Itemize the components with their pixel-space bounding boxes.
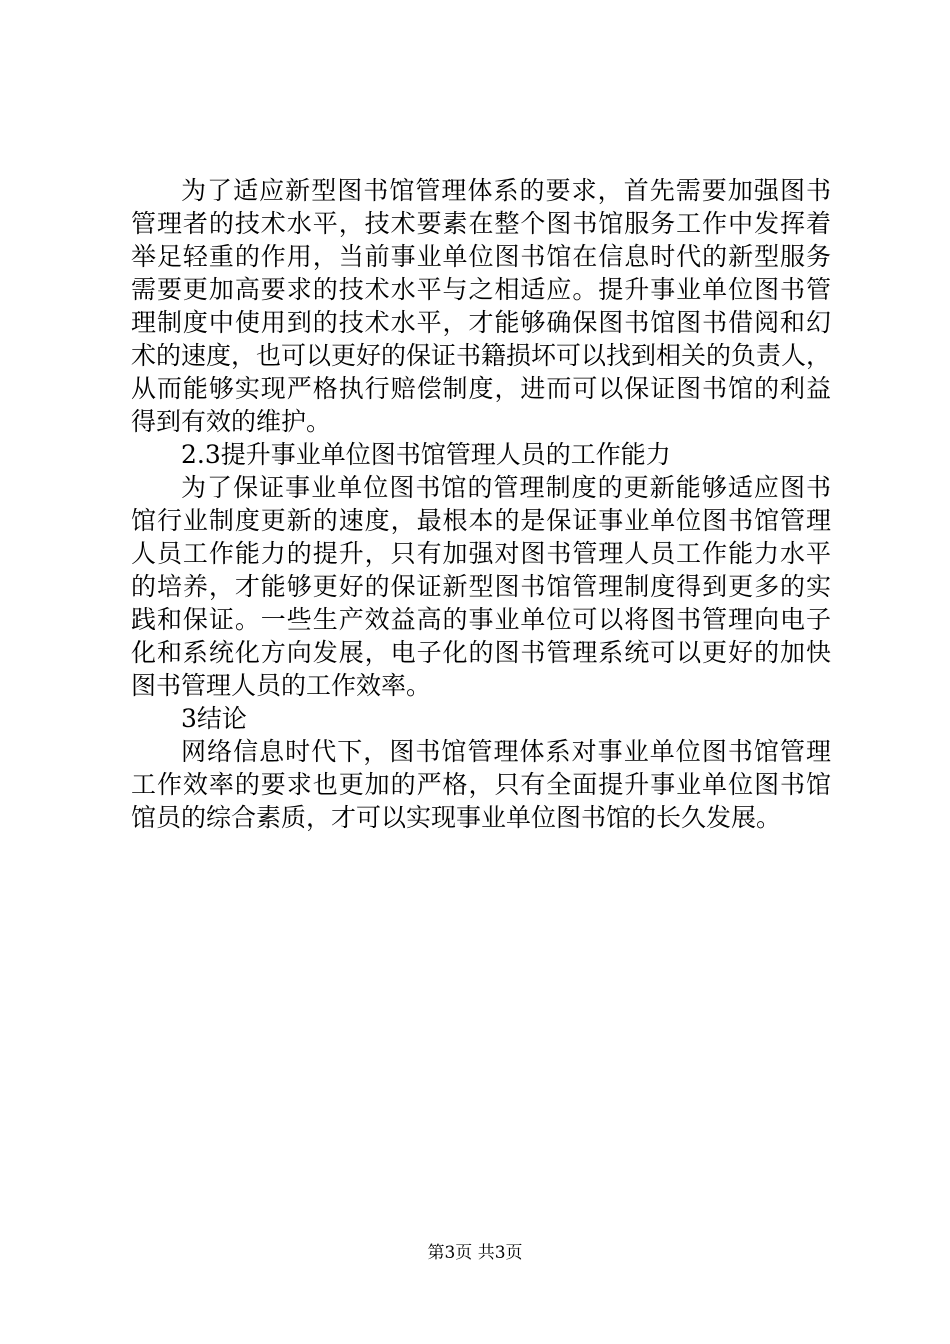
paragraph-2-line-4: 的培养，才能够更好的保证新型图书馆管理制度得到更多的实	[131, 572, 831, 601]
paragraph-1-line-1: 为了适应新型图书馆管理体系的要求，首先需要加强图书	[181, 176, 831, 205]
paragraph-1-line-4: 需要更加高要求的技术水平与之相适应。提升事业单位图书管	[131, 275, 831, 304]
paragraph-1-line-8: 得到有效的维护。	[131, 407, 332, 436]
document-body	[131, 174, 831, 834]
paragraph-1-line-5: 理制度中使用到的技术水平，才能够确保图书馆图书借阅和幻	[131, 308, 831, 337]
section-heading-2-3: 2.3提升事业单位图书馆管理人员的工作能力	[181, 440, 671, 469]
paragraph-1-line-3: 举足轻重的作用，当前事业单位图书馆在信息时代的新型服务	[131, 242, 831, 271]
paragraph-2-line-1: 为了保证事业单位图书馆的管理制度的更新能够适应图书	[181, 473, 831, 502]
paragraph-3-line-3: 馆员的综合素质，才可以实现事业单位图书馆的长久发展。	[131, 803, 782, 832]
paragraph-1-line-6: 术的速度，也可以更好的保证书籍损坏可以找到相关的负责人，	[131, 341, 831, 370]
paragraph-1-line-7: 从而能够实现严格执行赔偿制度，进而可以保证图书馆的利益	[131, 374, 831, 403]
paragraph-2-line-3: 人员工作能力的提升，只有加强对图书管理人员工作能力水平	[131, 539, 831, 568]
paragraph-2-line-6: 化和系统化方向发展，电子化的图书管理系统可以更好的加快	[131, 638, 831, 667]
paragraph-2-line-5: 践和保证。一些生产效益高的事业单位可以将图书管理向电子	[131, 605, 831, 634]
paragraph-2-line-7: 图书管理人员的工作效率。	[131, 671, 432, 700]
paragraph-3-line-2: 工作效率的要求也更加的严格，只有全面提升事业单位图书馆	[131, 770, 831, 799]
paragraph-2-line-2: 馆行业制度更新的速度，最根本的是保证事业单位图书馆管理	[131, 506, 831, 535]
section-heading-3: 3结论	[181, 704, 247, 733]
page-number-footer: 第3页 共3页	[427, 1243, 523, 1263]
paragraph-3-line-1: 网络信息时代下，图书馆管理体系对事业单位图书馆管理	[181, 737, 831, 766]
paragraph-1-line-2: 管理者的技术水平，技术要素在整个图书馆服务工作中发挥着	[131, 209, 831, 238]
